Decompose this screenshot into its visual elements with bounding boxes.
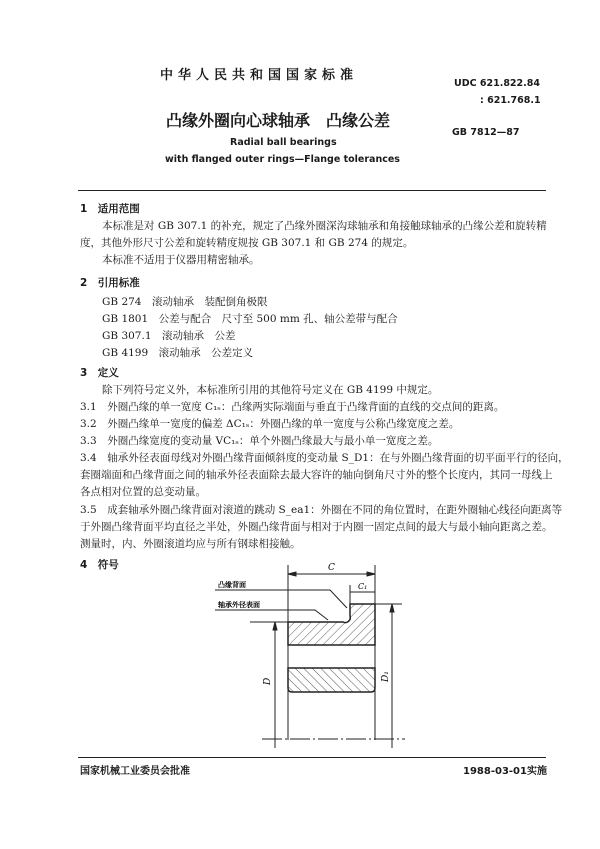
udc-code-2: : 621.768.1 xyxy=(480,95,541,106)
standard-number: GB 7812—87 xyxy=(452,127,520,138)
dim-D1-label: D₁ xyxy=(381,671,391,682)
section-1-para: 度，其他外形尺寸公差和旋转精度规按 GB 307.1 和 GB 274 的规定。 xyxy=(80,237,414,249)
reference-item: GB 274 滚动轴承 装配倒角极限 xyxy=(102,296,268,308)
title-chinese: 凸缘外圈向心球轴承 凸缘公差 xyxy=(166,111,391,130)
definition-3-3: 3.3 外圈凸缘宽度的变动量 VC₁ₛ：单个外圈凸缘最大与最小单一宽度之差。 xyxy=(80,435,439,447)
dim-C1-label: C₁ xyxy=(358,582,368,591)
definition-3-5: 于外圈凸缘背面平均直径之半处，外圈凸缘背面与相对于内圈一固定点间的最大与最小轴向距离之差。 xyxy=(80,521,553,533)
reference-item: GB 4199 滚动轴承 公差定义 xyxy=(102,347,254,359)
section-1-para: 本标准不适用于仪器用精密轴承。 xyxy=(102,254,260,266)
section-2-heading: 2 引用标准 xyxy=(80,277,140,289)
definition-3-5: 测量时，内、外圈滚道均应与所有钢球相接触。 xyxy=(80,538,301,550)
dim-D-label: D xyxy=(263,677,273,685)
issuing-body: 中华人民共和国国家标准 xyxy=(160,68,359,83)
definition-3-4: 3.4 轴承外径表面母线对外圈凸缘背面倾斜度的变动量 S_D1：在与外圈凸缘背面的切平面平行的径向， xyxy=(80,452,569,464)
title-english-1: Radial ball bearings xyxy=(230,137,337,148)
footer-rule xyxy=(78,757,546,758)
definition-3-1: 3.1 外圈凸缘的单一宽度 C₁ₛ：凸缘两实际端面与垂直于凸缘背面的直线的交点间的距离。 xyxy=(80,401,505,413)
title-english-2: with flanged outer rings—Flange tolerances xyxy=(165,154,400,165)
definition-3-4: 各点相对位置的总变动量。 xyxy=(80,486,206,498)
effective-date: 1988-03-01实施 xyxy=(463,766,547,777)
dim-C-label: C xyxy=(328,563,335,573)
label-flange-back: 凸缘背面 xyxy=(218,580,246,589)
section-1-heading: 1 适用范围 xyxy=(80,203,140,215)
section-3-intro: 除下列符号定义外，本标准所引用的其他符号定义在 GB 4199 中规定。 xyxy=(102,384,439,396)
definition-3-5: 3.5 成套轴承外圈凸缘背面对滚道的跳动 S_ea1：外圈在不同的角位置时，在距外圈轴心线径向距离等 xyxy=(80,504,563,516)
section-4-heading: 4 符号 xyxy=(80,559,119,571)
reference-item: GB 307.1 滚动轴承 公差 xyxy=(102,330,236,342)
reference-item: GB 1801 公差与配合 尺寸至 500 mm 孔、轴公差带与配合 xyxy=(102,313,398,325)
udc-code-1: UDC 621.822.84 xyxy=(454,78,540,89)
label-outer-surface: 轴承外径表面 xyxy=(218,600,260,609)
definition-3-4: 套圈端面和凸缘背面之间的轴承外径表面除去最大容许的轴向倒角尺寸外的整个长度内，其同一母线上 xyxy=(80,469,553,481)
definition-3-2: 3.2 外圈凸缘单一宽度的偏差 ΔC₁ₛ：外圈凸缘的单一宽度与公称凸缘宽度之差。 xyxy=(80,418,460,430)
section-3-heading: 3 定义 xyxy=(80,367,119,379)
approving-authority: 国家机械工业委员会批准 xyxy=(80,766,190,777)
section-1-para: 本标准是对 GB 307.1 的补充，规定了凸缘外圈深沟球轴承和角接触球轴承的凸缘公差和旋转精 xyxy=(102,220,547,232)
